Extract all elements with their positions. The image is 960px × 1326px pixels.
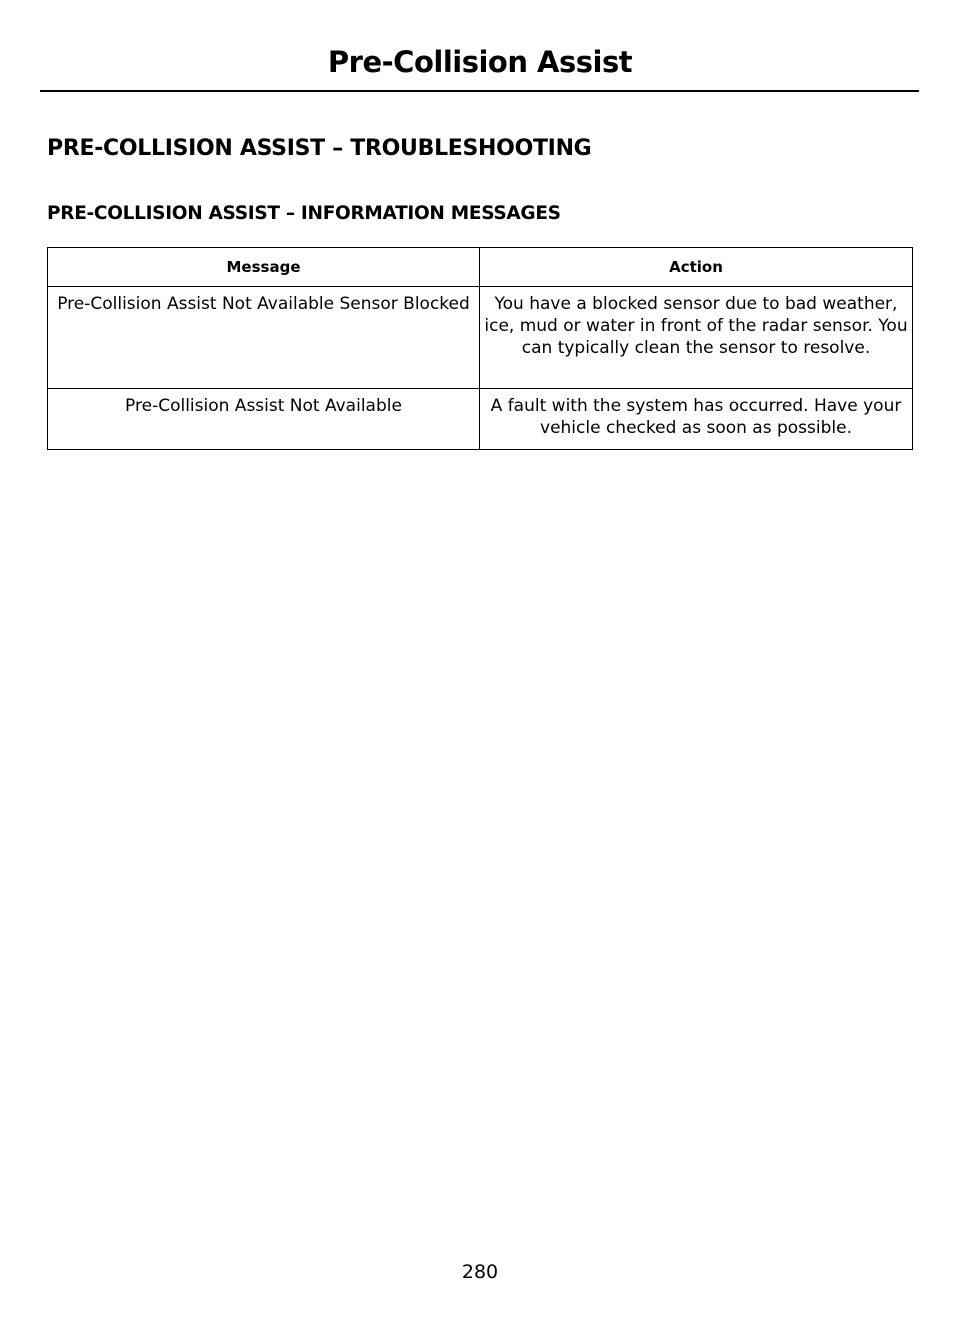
message-cell: Pre-Collision Assist Not Available — [48, 389, 480, 450]
column-header-action: Action — [480, 248, 913, 287]
action-cell: A fault with the system has occurred. Have your vehicle checked as soon as possible. — [480, 389, 913, 450]
page-number: 280 — [461, 1261, 499, 1283]
section-heading: PRE-COLLISION ASSIST – TROUBLESHOOTING — [47, 136, 592, 161]
action-cell: You have a blocked sensor due to bad weather, ice, mud or water in front of the radar sensor. You can typically clean the sensor to resolve. — [480, 287, 913, 389]
message-cell: Pre-Collision Assist Not Available Sensor Blocked — [48, 287, 480, 389]
table-header-row — [48, 248, 913, 287]
table-row — [48, 287, 913, 389]
column-header-message: Message — [48, 248, 480, 287]
page-header-title: Pre-Collision Assist — [327, 45, 633, 79]
subsection-heading: PRE-COLLISION ASSIST – INFORMATION MESSAGES — [47, 203, 561, 224]
table-row — [48, 389, 913, 450]
header-divider — [40, 90, 919, 92]
information-messages-table — [47, 247, 913, 450]
